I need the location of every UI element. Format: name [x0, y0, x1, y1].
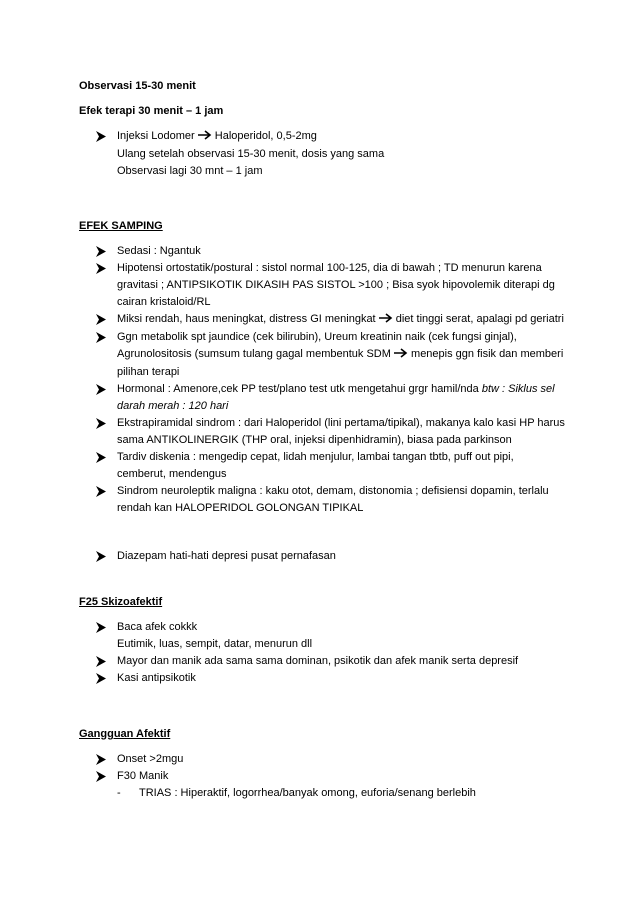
- miksi-text-b: diet tinggi serat, apalagi pd geriatri: [392, 313, 564, 325]
- trias-list: [117, 785, 547, 802]
- list-item: [95, 415, 565, 449]
- baca-text: Baca afek cokkk: [117, 621, 198, 633]
- onset-text: Onset >2mgu: [117, 753, 184, 765]
- bullet-arrowhead-icon: [95, 260, 109, 274]
- therapy-line-3: Observasi lagi 30 mnt – 1 jam: [117, 165, 263, 177]
- f25-heading: F25 Skizoafektif: [79, 596, 163, 608]
- right-arrow-icon: [379, 312, 393, 329]
- gangguan-afektif-heading: Gangguan Afektif: [79, 728, 171, 740]
- list-item: [95, 653, 565, 670]
- right-arrow-icon: [198, 129, 212, 146]
- right-arrow-icon: [394, 347, 408, 364]
- therapy-effect-title: Efek terapi 30 menit – 1 jam: [79, 105, 224, 117]
- side-effects-heading: EFEK SAMPING: [79, 220, 163, 232]
- bullet-arrowhead-icon: [95, 619, 109, 633]
- list-item: [95, 329, 565, 381]
- list-item: [95, 243, 565, 260]
- hormonal-text: Hormonal : Amenore,cek PP test/plano test utk mengetahui grgr hamil/nda: [117, 383, 482, 395]
- bullet-arrowhead-icon: [95, 653, 109, 667]
- miksi-text-a: Miksi rendah, haus meningkat, distress GI meningkat: [117, 313, 379, 325]
- list-item: [95, 311, 565, 329]
- observation-title: Observasi 15-30 menit: [79, 80, 196, 92]
- list-item: [95, 483, 565, 517]
- list-item: [95, 670, 565, 687]
- diazepam-list: [95, 548, 565, 565]
- kasi-text: Kasi antipsikotik: [117, 672, 196, 684]
- list-item: [95, 751, 565, 768]
- ggn-text-b: menepis ggn fisik dan memberi pilihan terapi: [117, 348, 564, 378]
- trias-text: TRIAS : Hiperaktif, logorrhea/banyak omong, euforia/senang berlebih: [139, 787, 476, 799]
- hormonal-note: btw : Siklus sel darah merah : 120 hari: [117, 383, 555, 412]
- bullet-arrowhead-icon: [95, 548, 109, 562]
- list-item: [95, 381, 565, 415]
- ekstrapiramidal-text: Ekstrapiramidal sindrom : dari Haloperidol (lini pertama/tipikal), makanya kalo kasi HP harus sama ANTIKOLINERGIK (THP oral, injeksi dipenhidramin), biasa pada parkinson: [117, 417, 565, 446]
- ggn-text-a: Ggn metabolik spt jaundice (cek bilirubin), Ureum kreatinin naik (cek fungsi ginjal), Agrunolositosis (sumsum tulang gagal membentuk SDM: [117, 331, 517, 360]
- list-item: [95, 260, 565, 311]
- mayor-text: Mayor dan manik ada sama sama dominan, psikotik dan afek manik serta depresif: [117, 655, 519, 667]
- bullet-arrowhead-icon: [95, 381, 109, 395]
- sindrom-text: Sindrom neuroleptik maligna : kaku otot, demam, distonomia ; defisiensi dopamin, terlalu rendah kan HALOPERIDOL GOLONGAN TIPIKAL: [117, 485, 549, 514]
- tardiv-text: Tardiv diskenia : mengedip cepat, lidah menjulur, lambai tangan tbtb, puff out pipi, cemberut, mendengus: [117, 451, 514, 480]
- bullet-arrowhead-icon: [95, 415, 109, 429]
- side-effects-list: [95, 243, 565, 517]
- list-item: [95, 449, 565, 483]
- list-item: [95, 619, 565, 653]
- therapy-line-1b: Haloperidol, 0,5-2mg: [211, 130, 317, 142]
- bullet-arrowhead-icon: [95, 483, 109, 497]
- list-item: [95, 128, 565, 180]
- bullet-arrowhead-icon: [95, 751, 109, 765]
- list-item: [95, 768, 565, 785]
- list-item: [95, 548, 565, 565]
- bullet-arrowhead-icon: [95, 768, 109, 782]
- eutimik-text: Eutimik, luas, sempit, datar, menurun dll: [117, 638, 313, 650]
- bullet-arrowhead-icon: [95, 311, 109, 325]
- f30-text: F30 Manik: [117, 770, 169, 782]
- therapy-list: [95, 128, 565, 180]
- bullet-arrowhead-icon: [95, 329, 109, 343]
- therapy-line-1a: Injeksi Lodomer: [117, 130, 198, 142]
- list-item: [117, 785, 547, 802]
- bullet-arrowhead-icon: [95, 670, 109, 684]
- therapy-line-2: Ulang setelah observasi 15-30 menit, dosis yang sama: [117, 148, 385, 160]
- sedasi-text: Sedasi : Ngantuk: [117, 245, 201, 257]
- bullet-arrowhead-icon: [95, 449, 109, 463]
- afektif-list: [95, 751, 565, 785]
- diazepam-text: Diazepam hati-hati depresi pusat pernafasan: [117, 550, 336, 562]
- hipotensi-text: Hipotensi ortostatik/postural : sistol normal 100-125, dia di bawah ; TD menurun karena gravitasi ; ANTIPSIKOTIK DIKASIH PAS SISTOL >100 ; Bisa syok hipovolemik diterapi dg cairan kristaloid/RL: [117, 262, 555, 308]
- bullet-arrowhead-icon: [95, 243, 109, 257]
- f25-list: [95, 619, 565, 687]
- dash-marker: -: [117, 787, 121, 799]
- bullet-arrowhead-icon: [95, 128, 109, 142]
